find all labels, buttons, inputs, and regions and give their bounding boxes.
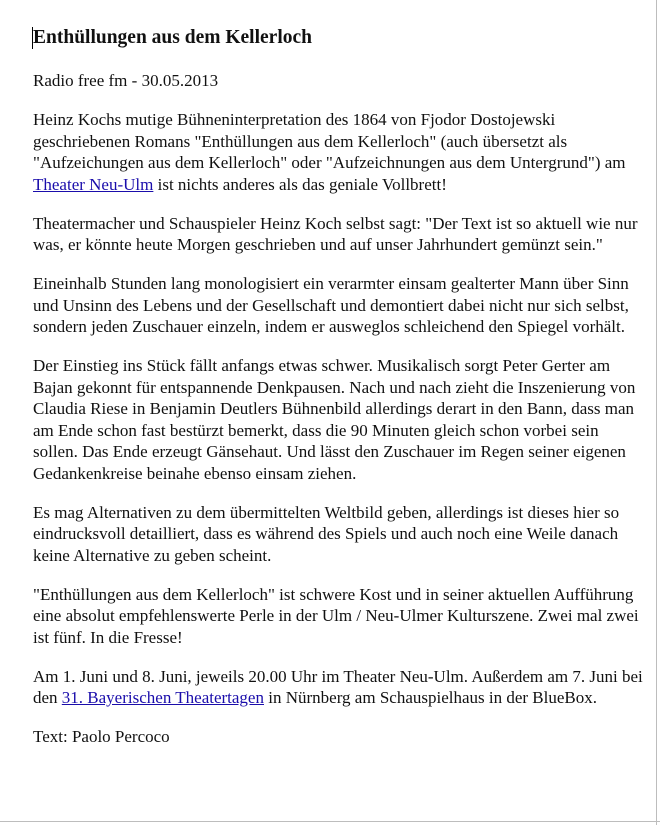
theater-neu-ulm-link[interactable]: Theater Neu-Ulm [33, 174, 154, 194]
paragraph-7-text-b: in Nürnberg am Schauspielhaus in der BlueBox. [263, 688, 598, 707]
paragraph-1-text-b: ist nichts anderes als das geniale Vollbrett! [153, 174, 447, 194]
article-byline: Radio free fm - 30.05.2013 [33, 71, 219, 90]
paragraph-5: Es mag Alternativen zu dem übermittelten Weltbild geben, allerdings ist dieses hier so eindrucksvoll detailliert, dass es während des Spiels und auch noch eine Weile danach keine Alternative zu geben scheint. [33, 502, 620, 565]
paragraph-1 [33, 109, 645, 195]
page-edge-right [656, 0, 657, 825]
page-edge-bottom [0, 821, 660, 822]
paragraph-7-text-a: Am 1. Juni und 8. Juni, jeweils 20.00 Uhr im Theater Neu-Ulm. Außerdem am 7. Juni bei den [33, 666, 643, 707]
paragraph-4: Der Einstieg ins Stück fällt anfangs etwas schwer. Musikalisch sorgt Peter Gerter am Bajan gekonnt für entspannende Denkpausen. Nach und nach zieht die Inszenierung von Claudia Riese in Benjamin Deutlers Bühnenbild allerdings derart in den Bann, dass man am Ende schon fast bestürzt bemerkt, dass die 90 Minuten gleich schon vorbei sein sollen. Das Ende erzeugt Gänsehaut. Und lässt den Zuschauer im Regen seiner eigenen Gedankenkreise beinahe ebenso einsam ziehen. [33, 356, 636, 483]
paragraph-7 [33, 666, 645, 709]
bayerische-theatertage-link[interactable]: 31. Bayerischen Theatertagen [61, 688, 264, 707]
text-cursor [32, 27, 33, 49]
paragraph-3: Eineinhalb Stunden lang monologisiert ein verarmter einsam gealterter Mann über Sinn und Unsinn des Lebens und der Gesellschaft und demontiert dabei nicht nur sich selbst, sondern jeden Zuschauer einzeln, indem er ausweglos schleichend den Spiegel vorhält. [33, 274, 629, 336]
paragraph-6: "Enthüllungen aus dem Kellerloch" ist schwere Kost und in seiner aktuellen Aufführung eine absolut empfehlenswerte Perle in der Ulm / Neu-Ulmer Kulturszene. Zwei mal zwei ist fünf. In die Fresse! [33, 584, 639, 647]
paragraph-1-text-a: Heinz Kochs mutige Bühneninterpretation des 1864 von Fjodor Dostojewski geschriebenen Romans "Enthüllungen aus dem Kellerloch" (auch übersetzt als "Aufzeichungen aus dem Kellerloch" oder "Aufzeichnungen aus dem Untergrund") am [33, 110, 626, 172]
article-credit: Text: Paolo Percoco [33, 727, 170, 746]
article [33, 24, 645, 765]
article-title: Enthüllungen aus dem Kellerloch [33, 27, 312, 48]
paragraph-2: Theatermacher und Schauspieler Heinz Koch selbst sagt: "Der Text ist so aktuell wie nur was, er könnte heute Morgen geschrieben und auf unser Jahrhundert gemünzt sein." [33, 213, 638, 254]
